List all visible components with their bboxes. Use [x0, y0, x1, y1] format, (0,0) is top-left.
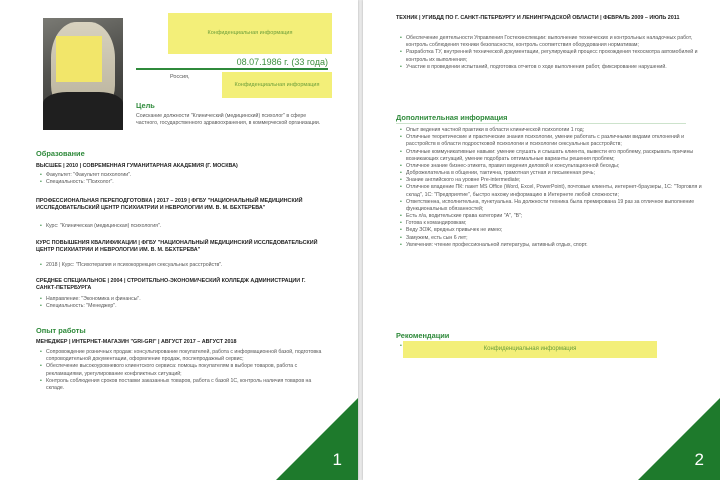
job-1-list: [38, 349, 330, 392]
page-corner-decoration: [276, 398, 358, 480]
city-prefix: Россия,: [170, 74, 190, 80]
list-item: • Курс: "Клиническая (медицинская) психология".: [46, 223, 336, 230]
edu-entry-1-title: ВЫСШЕЕ | 2010 | СОВРЕМЕННАЯ ГУМАНИТАРНАЯ АКАДЕМИЯ (Г. МОСКВА): [36, 163, 238, 169]
list-item: • Доброжелательна в общении, тактична, грамотная устная и письменная речь;: [406, 170, 706, 177]
resume-page-2: [363, 0, 720, 480]
list-item: • Отличное владение ПК: пакет MS Office (Word, Excel, PowerPoint), почтовые клиенты, интернет-браузеры, 1С: "Торговля и склад", 1С: "Предприятие", быстро нахожу информацию в Интернете любой сложности;: [406, 184, 706, 198]
list-item: • Есть л/а, водительские права категории "А", "В";: [406, 213, 706, 220]
list-item: • Веду ЗОЖ, вредных привычек не имею;: [406, 227, 706, 234]
list-item: • Готова к командировкам;: [406, 220, 706, 227]
confidential-recommendations-highlight: [403, 341, 657, 358]
list-item: • Направление: "Экономика и финансы".: [46, 296, 336, 303]
list-item: • Опыт ведения частной практики в области клинической психологии 1 год;: [406, 127, 706, 134]
edu-entry-2-title: ПРОФЕССИОНАЛЬНАЯ ПЕРЕПОДГОТОВКА | 2017 – 2019 | ФГБУ "НАЦИОНАЛЬНЫЙ МЕДИЦИНСКИЙ ИССЛЕДОВАТЕЛЬСКИЙ ЦЕНТР ПСИХИАТРИИ И НЕВРОЛОГИИ ИМ. В. М. БЕХТЕРЕВА": [36, 198, 303, 212]
confidential-name-highlight: [168, 13, 332, 54]
page-corner-decoration: [638, 398, 720, 480]
job-2-list: [398, 35, 704, 71]
list-item: • 2018 | Курс: "Психотерапия и психокоррекция сексуальных расстройств".: [46, 262, 336, 269]
page-number: 1: [332, 450, 342, 469]
edu-entry-4-title: СРЕДНЕЕ СПЕЦИАЛЬНОЕ | 2004 | СТРОИТЕЛЬНО-ЭКОНОМИЧЕСКИЙ КОЛЛЕДЖ АДМИНИСТРАЦИИ Г. САНКТ-ПЕТЕРБУРГА: [36, 278, 306, 292]
list-item: • Факультет: "Факультет психологии".: [46, 172, 336, 179]
recommendations-heading: Рекомендации: [396, 331, 450, 340]
header-rule: [136, 68, 328, 70]
list-item: • Ответственна, исполнительна, пунктуальна. На должности техника была премирована 19 раз за отличное выполнение функциональных обязанностей;: [406, 199, 706, 213]
list-item: • Знание английского на уровне Pre-intermediate;: [406, 177, 706, 184]
list-item: • Увлечения: чтение профессиональной литературы, активный отдых, спорт.: [406, 242, 706, 249]
edu-entry-3-title: КУРС ПОВЫШЕНИЯ КВАЛИФИКАЦИИ | ФГБУ "НАЦИОНАЛЬНЫЙ МЕДИЦИНСКИЙ ИССЛЕДОВАТЕЛЬСКИЙ ЦЕНТР ПСИХИАТРИИ И НЕВРОЛОГИИ ИМ. В. М. БЕХТЕРЕВА": [36, 240, 318, 254]
birth-date: 08.07.1986 г. (33 года): [236, 57, 328, 67]
job-2-title: ТЕХНИК | УГИБДД ПО Г. САНКТ-ПЕТЕРБУРГУ И ЛЕНИНГРАДСКОЙ ОБЛАСТИ | ФЕВРАЛЬ 2009 – ИЮЛЬ 2011: [396, 15, 680, 21]
face-redaction: [56, 36, 102, 82]
additional-heading: Дополнительная информация: [396, 113, 508, 122]
list-item: • Специальность: "Психолог".: [46, 179, 336, 186]
confidential-city-highlight: [222, 72, 332, 98]
list-item: • Отличные теоретические и практические знания психологии, умение работать с различными видами отклонений и расстройств в области подростковой психологии и психологии сексуальных расстройств;: [406, 134, 706, 148]
list-item: • Разработка ТУ, внутренней технической документации, регулирующей процесс прохождения техосмотра автомобилей и контроль их выполнения;: [406, 49, 704, 63]
list-item: • Замужем, есть сын 6 лет;: [406, 235, 706, 242]
additional-list: [398, 127, 706, 249]
confidential-name: Конфиденциальная информация: [207, 30, 293, 37]
list-item: • Специальность: "Менеджер".: [46, 303, 336, 310]
confidential-city: Конфиденциальная информация: [234, 81, 320, 88]
education-heading: Образование: [36, 149, 85, 158]
experience-heading: Опыт работы: [36, 326, 86, 335]
edu-entry-2-list: [38, 223, 336, 230]
edu-entry-3-list: [38, 262, 336, 269]
list-item: • Сопровождение розничных продаж: консультирование покупателей, работа с информационной базой, подготовка сопроводительной документации, оформление продаж, послепродажный сервис;: [46, 349, 330, 363]
confidential-recommendations: Конфиденциальная информация: [483, 345, 577, 352]
section-divider: [396, 123, 686, 124]
list-item: • Обеспечение высокоуровневого клиентского сервиса: помощь покупателям в выборе товаров, работа с рекламациями, урегулирование конфликтных ситуаций;: [46, 363, 330, 377]
resume-page-1: [0, 0, 358, 480]
list-item: • Обеспечение деятельности Управления Гостехинспекции: выполнение технических и контрольных наладочных работ, контроль соблюдения техники безопасности, контроль соответствия оборудования нормативам;: [406, 35, 704, 49]
job-1-title: МЕНЕДЖЕР | ИНТЕРНЕТ-МАГАЗИН "GRI-GRI" | АВГУСТ 2017 – АВГУСТ 2018: [36, 339, 237, 345]
goal-text: Соискание должности "Клинический (медицинский) психолог" в сфере частного, государственного здравоохранения, в коммерческой организации.: [136, 113, 321, 127]
edu-entry-4-list: [38, 296, 336, 310]
list-item: • Отличное знание бизнес-этикета, правил ведения деловой и консультационной беседы;: [406, 163, 706, 170]
profile-photo: [43, 18, 123, 130]
list-item: • Контроль соблюдения сроков поставки заказанных товаров, работа с базой 1С, контроль наличия товаров на складе.: [46, 378, 330, 392]
edu-entry-1-list: [38, 172, 336, 186]
list-item: • Отличные коммуникативные навыки: умение слушать и слышать клиента, вывести его проблему, раскрывать причины возникающих ситуаций, умение подобрать оптимальные варианты решения проблем;: [406, 149, 706, 163]
list-item: • Участие в проведении испытаний, подготовка отчетов о ходе выполнения работ, фиксирование нарушений.: [406, 64, 704, 71]
page-number: 2: [694, 450, 704, 469]
goal-heading: Цель: [136, 101, 155, 110]
photo-coat: [43, 92, 123, 130]
